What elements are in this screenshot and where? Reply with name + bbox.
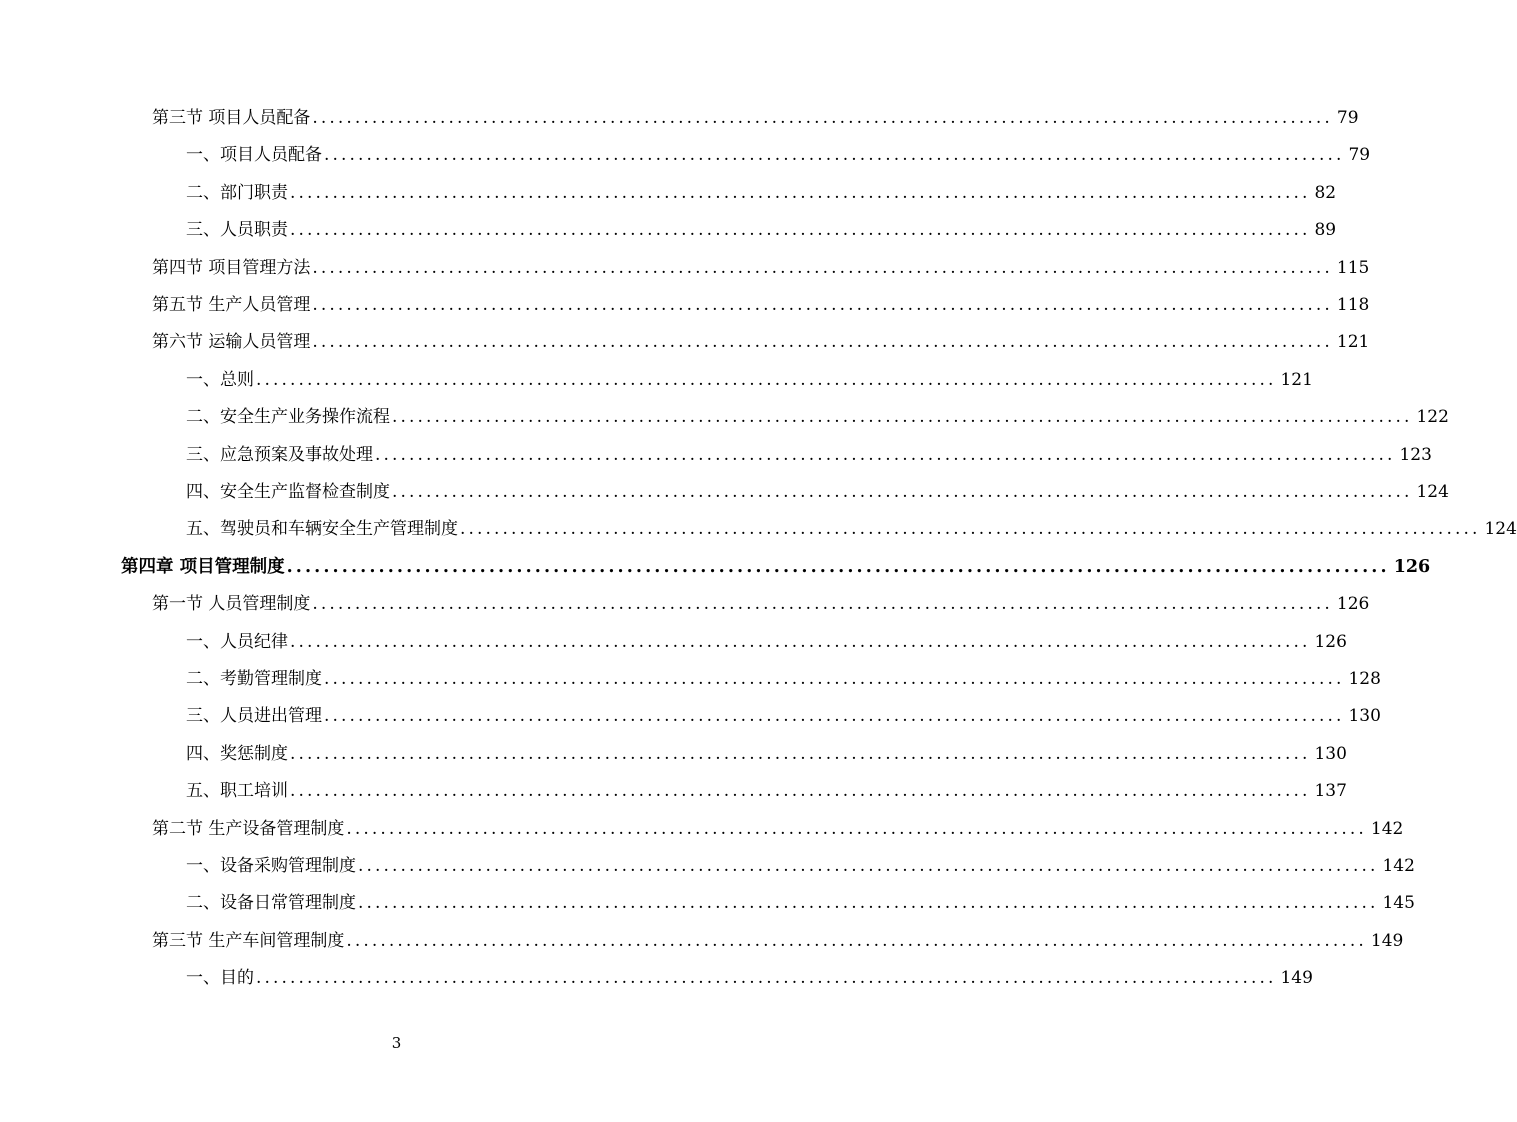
toc-leader-dots: ........................................................................................................................: [286, 556, 1390, 577]
toc-entry-title: 第四章 项目管理制度: [121, 556, 285, 577]
toc-entry-page: 137: [1314, 781, 1347, 802]
toc-entry-page: 89: [1314, 220, 1337, 241]
toc-entry[interactable]: [186, 399, 1449, 436]
toc-leader-dots: ........................................................................................................................: [346, 930, 1367, 951]
toc-entry-title: 一、项目人员配备: [186, 145, 322, 166]
toc-leader-dots: ........................................................................................................................: [346, 818, 1367, 839]
toc-entry-page: 123: [1399, 444, 1432, 465]
toc-entry-page: 130: [1314, 743, 1347, 764]
toc-entry[interactable]: [152, 324, 1370, 361]
toc-entry-page: 126: [1336, 594, 1370, 615]
toc-entry-title: 一、总则: [186, 369, 254, 390]
toc-entry-page: 121: [1336, 332, 1370, 353]
toc-leader-dots: ........................................................................................................................: [256, 369, 1277, 390]
toc-leader-dots: ........................................................................................................................: [290, 220, 1311, 241]
toc-entry-page: 124: [1416, 482, 1449, 502]
toc-leader-dots: ........................................................................................................................: [324, 145, 1345, 166]
toc-entry-page: 149: [1280, 968, 1313, 989]
toc-entry-title: 四、奖惩制度: [186, 743, 288, 764]
toc-entry-page: 126: [1393, 556, 1431, 577]
toc-entry[interactable]: [186, 474, 1449, 511]
toc-entry-title: 二、部门职责: [186, 182, 288, 203]
toc-entry[interactable]: [186, 511, 1517, 548]
toc-entry[interactable]: [152, 100, 1359, 137]
toc-leader-dots: ........................................................................................................................: [290, 743, 1311, 764]
toc-leader-dots: ........................................................................................................................: [324, 669, 1345, 689]
toc-entry[interactable]: [152, 586, 1370, 623]
toc-entry-title: 三、人员职责: [186, 220, 288, 241]
toc-entry[interactable]: [186, 885, 1415, 922]
toc-entry[interactable]: [186, 698, 1381, 735]
toc-entry[interactable]: [186, 362, 1313, 399]
toc-leader-dots: ........................................................................................................................: [358, 893, 1379, 914]
toc-entry-title: 三、人员进出管理: [186, 706, 322, 727]
toc-entry-page: 79: [1336, 108, 1359, 128]
toc-leader-dots: ........................................................................................................................: [392, 482, 1413, 502]
toc-entry-page: 124: [1484, 519, 1517, 540]
toc-entry-page: 145: [1382, 893, 1415, 914]
toc-entry-page: 142: [1382, 856, 1415, 876]
toc-entry-title: 第六节 运输人员管理: [152, 332, 311, 353]
toc-entry[interactable]: [152, 287, 1370, 324]
toc-entry[interactable]: [186, 137, 1371, 174]
toc-leader-dots: ........................................................................................................................: [312, 332, 1333, 353]
toc-leader-dots: ........................................................................................................................: [375, 444, 1396, 465]
toc-leader-dots: ........................................................................................................................: [290, 182, 1311, 203]
toc-entry-title: 第二节 生产设备管理制度: [152, 818, 345, 839]
toc-entry-page: 126: [1314, 631, 1347, 652]
toc-entry-title: 一、目的: [186, 968, 254, 989]
toc-entry-title: 第三节 生产车间管理制度: [152, 930, 345, 951]
toc-leader-dots: ........................................................................................................................: [312, 108, 1333, 128]
toc-entry-title: 一、设备采购管理制度: [186, 856, 356, 876]
toc-entry-title: 二、设备日常管理制度: [186, 893, 356, 914]
toc-entry[interactable]: [186, 624, 1347, 661]
toc-entry-page: 79: [1348, 145, 1371, 166]
toc-entry-page: 121: [1280, 369, 1313, 390]
toc-entry-page: 118: [1336, 295, 1370, 315]
toc-leader-dots: ........................................................................................................................: [392, 407, 1413, 428]
toc-leader-dots: ........................................................................................................................: [312, 257, 1333, 278]
toc-entry[interactable]: [186, 661, 1381, 698]
toc-leader-dots: ........................................................................................................................: [290, 631, 1311, 652]
toc-entry-page: 128: [1348, 669, 1381, 689]
toc-leader-dots: ........................................................................................................................: [290, 781, 1311, 802]
toc-entry-title: 一、人员纪律: [186, 631, 288, 652]
toc-entry-page: 142: [1370, 818, 1404, 839]
toc-entry[interactable]: [186, 212, 1337, 249]
toc-leader-dots: ........................................................................................................................: [312, 594, 1333, 615]
toc-entry-page: 130: [1348, 706, 1381, 727]
toc-leader-dots: ........................................................................................................................: [312, 295, 1333, 315]
toc-entry-page: 82: [1314, 182, 1337, 203]
toc-entry-title: 第三节 项目人员配备: [152, 108, 311, 128]
toc-entry[interactable]: [152, 923, 1404, 960]
toc-entry-title: 五、驾驶员和车辆安全生产管理制度: [186, 519, 458, 540]
toc-entry[interactable]: [121, 549, 1431, 586]
toc-entry-title: 二、考勤管理制度: [186, 669, 322, 689]
toc-entry[interactable]: [186, 960, 1313, 997]
toc-entry[interactable]: [186, 773, 1347, 810]
toc-entry-title: 四、安全生产监督检查制度: [186, 482, 390, 502]
toc-leader-dots: ........................................................................................................................: [324, 706, 1345, 727]
toc-leader-dots: ........................................................................................................................: [460, 519, 1481, 540]
page-number: 3: [391, 1034, 402, 1052]
toc-leader-dots: ........................................................................................................................: [256, 968, 1277, 989]
toc-entry[interactable]: [186, 848, 1415, 885]
toc-entry-title: 第五节 生产人员管理: [152, 295, 311, 315]
toc-entry[interactable]: [152, 250, 1370, 287]
toc-entry-title: 第四节 项目管理方法: [152, 257, 311, 278]
toc-entry-page: 122: [1416, 407, 1449, 428]
toc-entry-title: 二、安全生产业务操作流程: [186, 407, 390, 428]
toc-entry[interactable]: [152, 811, 1404, 848]
toc-entry[interactable]: [186, 437, 1432, 474]
toc-entry-page: 149: [1370, 930, 1404, 951]
toc-entry[interactable]: [186, 175, 1337, 212]
toc-entry-title: 五、职工培训: [186, 781, 288, 802]
toc-entry-title: 第一节 人员管理制度: [152, 594, 311, 615]
toc-leader-dots: ........................................................................................................................: [358, 856, 1379, 876]
toc-entry[interactable]: [186, 736, 1347, 773]
toc-entry-page: 115: [1336, 257, 1370, 278]
toc-entry-title: 三、应急预案及事故处理: [186, 444, 373, 465]
